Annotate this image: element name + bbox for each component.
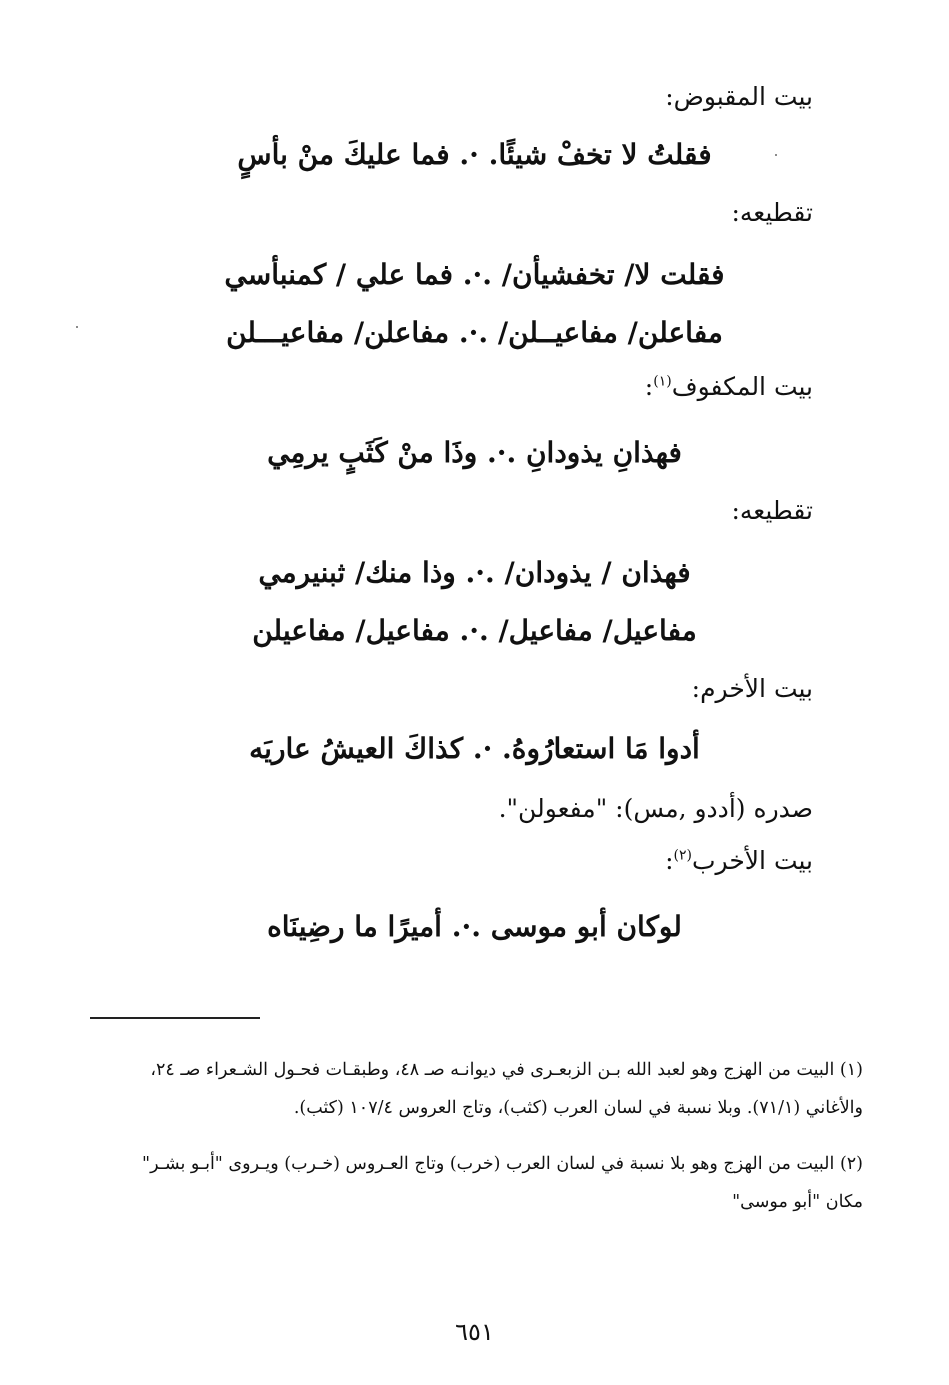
heading-makfuf — [645, 372, 813, 401]
verse-tafila-1: مفاعلن/ مفاعيــلن/ .·. مفاعلن/ مفاعيـــلن — [226, 316, 723, 349]
heading-makfuf-suffix: : — [644, 372, 654, 401]
line-sadr-note: صدره (أددو ,مس): "مفعولن". — [498, 794, 813, 823]
heading-taqti-1: تقطيعه: — [731, 198, 813, 227]
heading-akhrab-suffix: : — [665, 846, 674, 875]
heading-akhram: بيت الأخرم: — [691, 674, 813, 703]
verse-akhram: أدوا مَا استعارُوهُ. ·. كذاكَ العيشُ عاريَه — [249, 732, 700, 765]
verse-maqbud: فقلتُ لا تخفْ شيئًا. ·. فما عليكَ منْ بأسٍ — [237, 138, 712, 171]
footnote-1-line-2: والأغاني (٧١/١). وبلا نسبة في لسان العرب (كثب)، وتاج العروس ١٠٧/٤ (كثب). — [293, 1098, 863, 1118]
footnote-ref-2: (٢) — [673, 847, 693, 864]
page-number: ٦٥١ — [455, 1318, 494, 1346]
footnote-2-line-1: (٢) البيت من الهزج وهو بلا نسبة في لسان العرب (خرب) وتاج العـروس (خـرب) ويـروى "أبـو بشـر" — [142, 1154, 863, 1174]
heading-akhrab — [665, 846, 813, 875]
heading-akhrab-text: بيت الأخرب — [692, 846, 813, 875]
verse-taqti-2: فهذان / يذودان/ .·. وذا منك/ ثبنيرمي — [258, 556, 691, 589]
verse-makfuf: فهذانِ يذودانِ .·. وذَا منْ كَثَبٍ يرمِي — [267, 436, 682, 469]
heading-makfuf-text: بيت المكفوف — [671, 372, 813, 401]
scan-speck — [76, 326, 78, 328]
verse-taqti-1: فقلت لا/ تخفشيأن/ .·. فما علي / كمنبأسي — [224, 258, 725, 291]
verse-akhrab: لوكان أبو موسى .·. أميرًا ما رضِينَاه — [267, 910, 682, 943]
scan-speck — [775, 154, 777, 156]
footnote-ref-1: (١) — [653, 373, 672, 390]
footnote-divider — [90, 1017, 260, 1019]
verse-tafila-2: مفاعيل/ مفاعيل/ .·. مفاعيل/ مفاعيلن — [252, 614, 697, 647]
footnote-1-line-1: (١) البيت من الهزج وهو لعبد الله بـن الزبعـرى في ديوانـه صـ ٤٨، وطبقـات فحـول الشـعراء صـ ٢٤، — [150, 1060, 863, 1080]
heading-taqti-2: تقطيعه: — [731, 496, 813, 525]
footnote-2-line-2: مكان "أبو موسى" — [732, 1192, 863, 1212]
heading-maqbud: بيت المقبوض: — [665, 82, 813, 111]
